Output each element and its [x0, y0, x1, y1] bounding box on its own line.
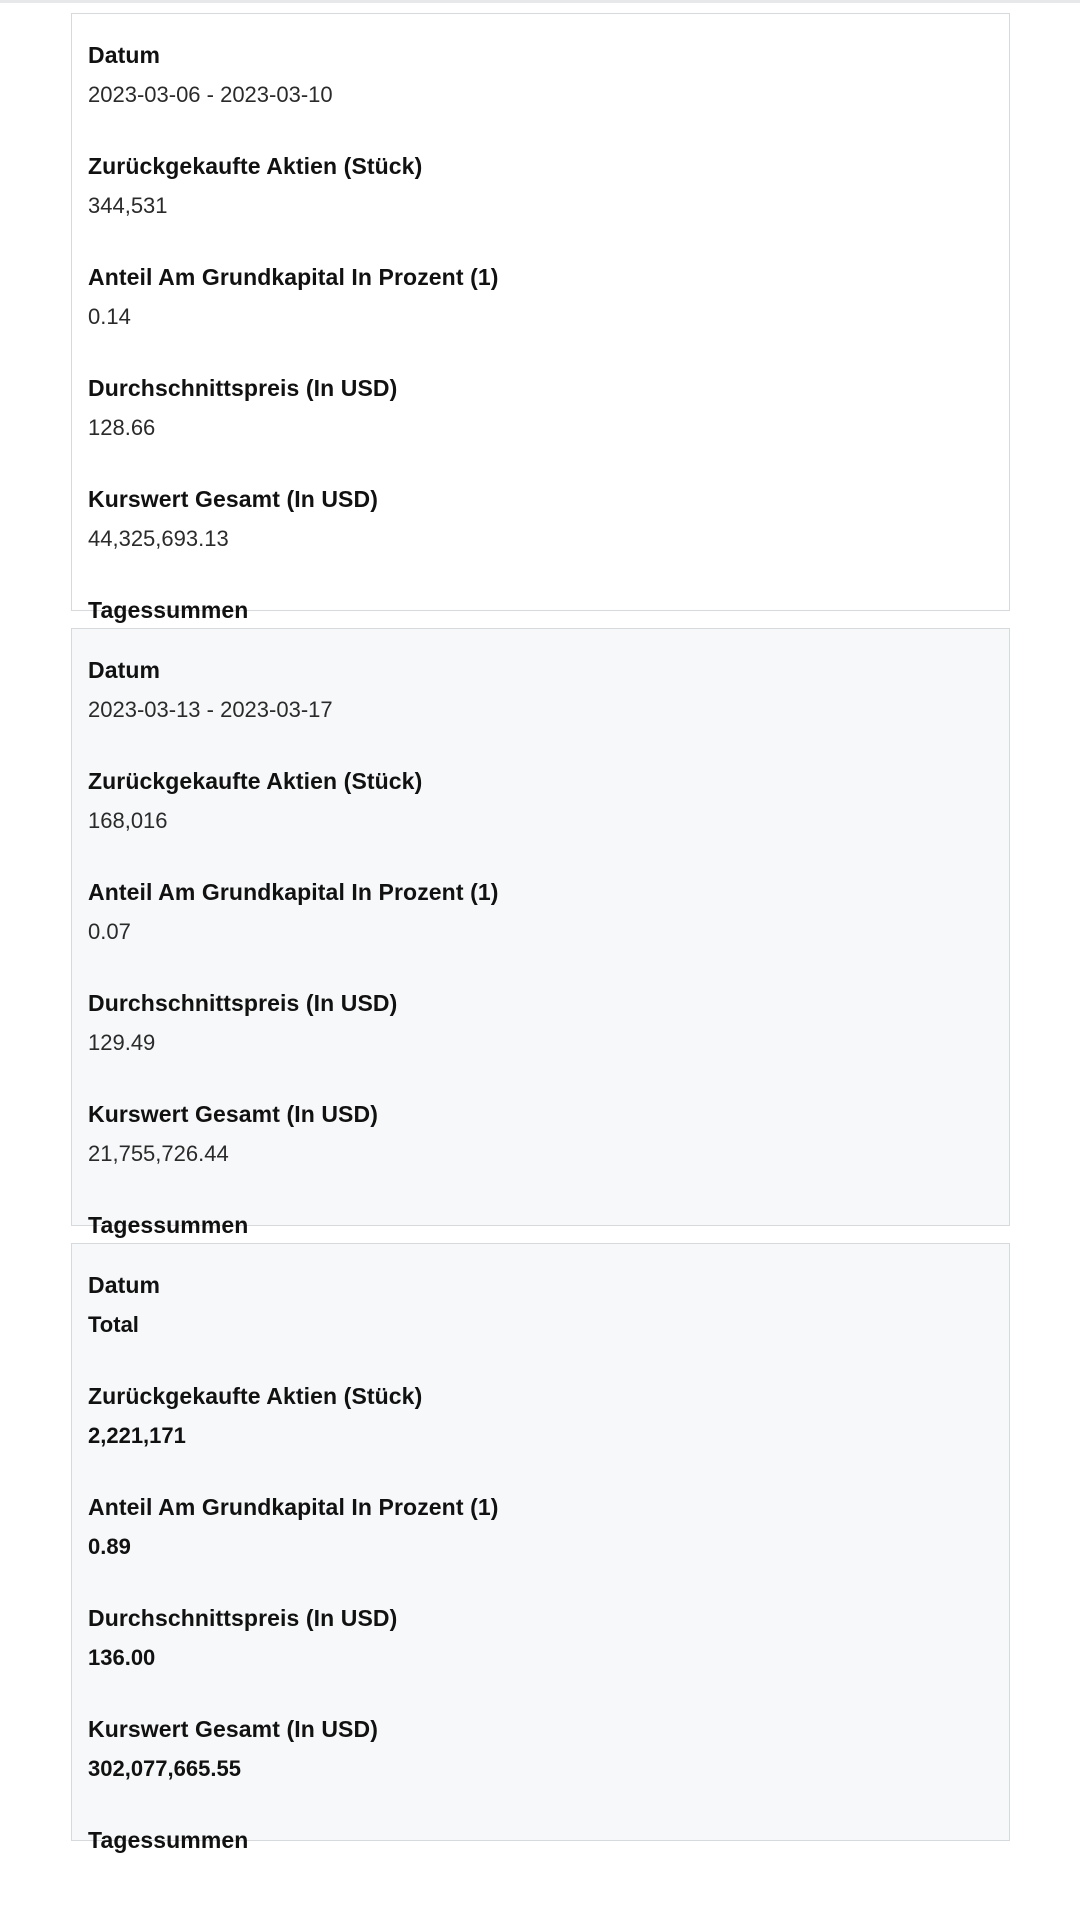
percent-label: Anteil Am Grundkapital In Prozent (1)	[88, 879, 499, 905]
daily-totals-field	[88, 1825, 993, 1924]
avg-price-label: Durchschnittspreis (In USD)	[88, 375, 398, 401]
date-field	[88, 40, 993, 139]
total-value-label: Kurswert Gesamt (In USD)	[88, 486, 378, 512]
total-value-label: Kurswert Gesamt (In USD)	[88, 1101, 378, 1127]
buyback-record-card	[71, 628, 1010, 1238]
avg-price-value: 129.49	[88, 1030, 156, 1055]
date-label: Datum	[88, 42, 161, 68]
shares-label: Zurückgekaufte Aktien (Stück)	[88, 1383, 423, 1409]
daily-totals-label: Tagessummen	[88, 1212, 249, 1238]
percent-label: Anteil Am Grundkapital In Prozent (1)	[88, 1494, 499, 1520]
shares-label: Zurückgekaufte Aktien (Stück)	[88, 768, 423, 794]
avg-price-value: 136.00	[88, 1645, 156, 1670]
avg-price-field	[88, 988, 993, 1087]
top-divider	[0, 0, 1080, 3]
total-value-field	[88, 1714, 993, 1813]
buyback-total-card	[71, 1243, 1010, 1853]
date-field	[88, 655, 993, 754]
shares-value: 2,221,171	[88, 1423, 186, 1448]
daily-totals-label: Tagessummen	[88, 597, 249, 623]
total-value-field	[88, 1099, 993, 1198]
percent-value: 0.14	[88, 304, 131, 329]
avg-price-field	[88, 1603, 993, 1702]
date-value: 2023-03-06 - 2023-03-10	[88, 82, 333, 107]
buyback-record-card	[71, 13, 1010, 623]
date-label: Datum	[88, 657, 161, 683]
percent-label: Anteil Am Grundkapital In Prozent (1)	[88, 264, 499, 290]
date-field	[88, 1270, 993, 1369]
percent-field	[88, 1492, 993, 1591]
total-value-value: 21,755,726.44	[88, 1141, 229, 1166]
shares-value: 168,016	[88, 808, 168, 833]
shares-field	[88, 766, 993, 865]
shares-field	[88, 1381, 993, 1480]
percent-field	[88, 262, 993, 361]
daily-totals-label: Tagessummen	[88, 1827, 249, 1853]
avg-price-value: 128.66	[88, 415, 156, 440]
date-label: Datum	[88, 1272, 161, 1298]
percent-value: 0.89	[88, 1534, 131, 1559]
total-value-label: Kurswert Gesamt (In USD)	[88, 1716, 378, 1742]
percent-field	[88, 877, 993, 976]
shares-field	[88, 151, 993, 250]
total-value-field	[88, 484, 993, 583]
avg-price-label: Durchschnittspreis (In USD)	[88, 990, 398, 1016]
total-row-label: Total	[88, 1312, 139, 1337]
avg-price-label: Durchschnittspreis (In USD)	[88, 1605, 398, 1631]
shares-label: Zurückgekaufte Aktien (Stück)	[88, 153, 423, 179]
total-value-value: 44,325,693.13	[88, 526, 229, 551]
date-value: 2023-03-13 - 2023-03-17	[88, 697, 333, 722]
shares-value: 344,531	[88, 193, 168, 218]
avg-price-field	[88, 373, 993, 472]
total-value-value: 302,077,665.55	[88, 1756, 241, 1781]
percent-value: 0.07	[88, 919, 131, 944]
